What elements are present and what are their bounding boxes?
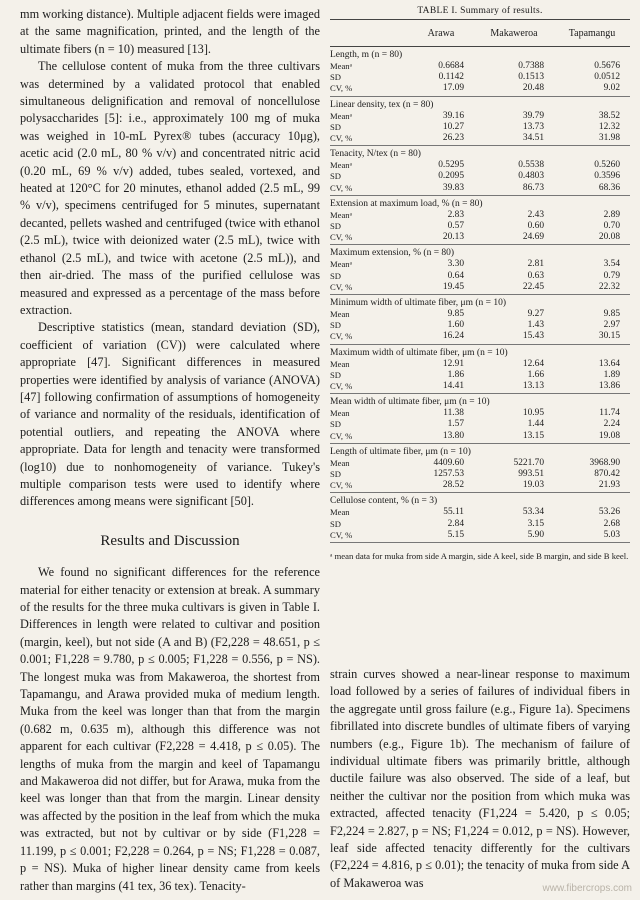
table-row (330, 259, 630, 270)
table-group (330, 245, 630, 295)
table-cell: 3968.90 (589, 457, 620, 468)
table-cell: 5.90 (527, 529, 544, 540)
table-cell: 870.42 (594, 469, 620, 480)
table-cell: 31.98 (598, 133, 620, 144)
table-row (330, 370, 630, 381)
table-row-label: SD (330, 171, 341, 182)
table-cell: 19.03 (522, 480, 544, 491)
table-row (330, 72, 630, 83)
table-header-arawa: Arawa (427, 27, 455, 39)
table-group (330, 394, 630, 444)
table-group (330, 493, 630, 543)
table-cell: 21.93 (598, 480, 620, 491)
table-cell: 11.74 (599, 408, 620, 419)
table-cell: 22.32 (598, 281, 620, 292)
table-cell: 0.57 (447, 221, 464, 232)
table-row (330, 183, 630, 194)
table-summary (330, 6, 630, 563)
table-cell: 2.68 (603, 518, 620, 529)
table-row-label: Meanᵃ (330, 209, 352, 220)
paragraph-strain-curves: strain curves showed a near-linear response to maximum load followed by a series of failures of individual fibers in the aggregate until gross failure (e.g., Figure 1a). Specimens fibrillated into discrete bundles of ultimate fibers of varying numbers (e.g., Figure 1b). The mechanism of failure of individual ultimate fibers was primarily brittle, although ductile failure was also observed. The side of a leaf, but neither the cultivar nor the position from which muka was extracted, affected tenacity (F1,224 = 5.420, p ≤ 0.05; F2,224 = 2.827, p = NS; F1,224 = 0.012, p = NS). However, leaf side affected tenacity differently for the cultivars (F2,224 = 4.816, p ≤ 0.01); the tenacity of muka from side A of Makaweroa was (330, 667, 630, 890)
table-group (330, 345, 630, 395)
table-cell: 0.7388 (518, 61, 544, 71)
table-row (330, 232, 630, 243)
table-cell: 30.15 (598, 331, 620, 342)
table-cell: 2.84 (447, 518, 464, 529)
table-row (330, 480, 630, 491)
table-cell: 19.08 (598, 430, 620, 441)
table-cell: 53.34 (522, 507, 544, 518)
table-group (330, 146, 630, 196)
table-cell: 0.5260 (594, 160, 620, 171)
table-cell: 0.5295 (438, 160, 464, 171)
table-cell: 0.1513 (518, 72, 544, 83)
table-cell: 993.51 (518, 469, 544, 480)
table-row (330, 61, 630, 72)
table-row (330, 408, 630, 419)
table-group-title: Maximum width of ultimate fiber, μm (n = 10) (330, 347, 508, 358)
table-cell: 0.3596 (594, 171, 620, 182)
table-row-label: CV, % (330, 133, 353, 144)
table-cell: 4409.60 (433, 457, 464, 468)
table-row-label: Mean (330, 507, 350, 518)
table-row (330, 519, 630, 530)
table-cell: 10.95 (522, 408, 544, 419)
table-row-label: CV, % (330, 480, 353, 491)
table-row (330, 359, 630, 370)
table-row-label: CV, % (330, 381, 353, 392)
table-cell: 0.6684 (438, 61, 464, 71)
table-cell: 12.64 (522, 358, 544, 369)
table-row-label: Meanᵃ (330, 160, 352, 171)
table-cell: 2.81 (527, 259, 544, 270)
table-cell: 2.24 (603, 419, 620, 430)
table-cell: 0.5676 (594, 61, 620, 71)
table-row (330, 507, 630, 518)
table-group-title: Linear density, tex (n = 80) (330, 99, 434, 110)
table-cell: 16.24 (442, 331, 464, 342)
table-cell: 1.43 (527, 320, 544, 331)
table-cell: 20.08 (598, 232, 620, 243)
table-row (330, 381, 630, 392)
table-row-label: CV, % (330, 430, 353, 441)
table-group-title: Extension at maximum load, % (n = 80) (330, 198, 483, 209)
table-cell: 2.97 (603, 320, 620, 331)
table-row-label: SD (330, 320, 341, 331)
table-cell: 17.09 (442, 83, 464, 94)
table-cell: 55.11 (443, 507, 464, 518)
table-group-title: Tenacity, N/tex (n = 80) (330, 149, 421, 160)
table-group-title: Minimum width of ultimate fiber, μm (n = 10) (330, 298, 507, 309)
table-cell: 0.60 (527, 221, 544, 232)
table-cell: 12.91 (442, 358, 464, 369)
table-row-label: SD (330, 469, 341, 480)
table-cell: 0.64 (447, 270, 464, 281)
table-group (330, 444, 630, 494)
table-cell: 20.13 (442, 232, 464, 243)
table-cell: 0.79 (603, 270, 620, 281)
table-row (330, 419, 630, 430)
table-row-label: CV, % (330, 182, 353, 193)
table-row-label: Meanᵃ (330, 110, 352, 121)
table-row (330, 122, 630, 133)
table-cell: 28.52 (442, 480, 464, 491)
table-cell: 39.79 (522, 110, 544, 121)
table-row-label: Mean (330, 358, 350, 369)
table-group-title: Mean width of ultimate fiber, μm (n = 10) (330, 397, 490, 408)
table-row-label: SD (330, 518, 341, 529)
table-cell: 13.86 (598, 381, 620, 392)
table-cell: 9.85 (447, 309, 464, 320)
table-cell: 9.02 (603, 83, 620, 94)
table-row-label: Meanᵃ (330, 61, 352, 71)
table-cell: 13.13 (522, 381, 544, 392)
table-footnote: ᵃ mean data for muka from side A margin, side A keel, side B margin, and side B keel. (330, 551, 629, 562)
table-cell: 26.23 (442, 133, 464, 144)
table-cell: 3.54 (603, 259, 620, 270)
table-row (330, 331, 630, 342)
table-group (330, 47, 630, 97)
table-group (330, 196, 630, 246)
table-cell: 3.15 (527, 518, 544, 529)
table-cell: 1.66 (527, 369, 544, 380)
table-cell: 12.32 (598, 121, 620, 132)
table-cell: 86.73 (522, 182, 544, 193)
table-row-label: CV, % (330, 331, 353, 342)
table-group (330, 97, 630, 147)
table-header-tapamangu: Tapamangu (568, 27, 616, 39)
table-body (330, 47, 630, 543)
table-cell: 13.15 (522, 430, 544, 441)
table-row (330, 431, 630, 442)
table-cell: 39.83 (442, 182, 464, 193)
table-row (330, 111, 630, 122)
table-cell: 38.52 (598, 110, 620, 121)
table-row (330, 160, 630, 171)
table-row-label: CV, % (330, 83, 353, 94)
table-row-label: CV, % (330, 529, 353, 540)
table-row-label: Mean (330, 457, 350, 468)
table-cell: 1.89 (603, 369, 620, 380)
table-row-label: SD (330, 121, 341, 132)
table-cell: 5221.70 (513, 457, 544, 468)
table-row (330, 271, 630, 282)
paragraph-statistics: Descriptive statistics (mean, standard deviation (SD), coefficient of variation (CV)) were calculated where appropriate [47]. Significant differences in measured properties were identified by analysis of variance (ANOVA) [47] following confirmation of assumptions of homogeneity of variance and normality of the residuals, identification of potential outliers, and repeating the ANOVA where appropriate. Data for length and tenacity were transformed (log10) due to nonhomogeneity of variance. Tukey's multiple comparison tests were used to identify where differences among means were significant [50]. (20, 320, 320, 509)
table-cell: 34.51 (522, 133, 544, 144)
table-group-title: Length, m (n = 80) (330, 50, 403, 60)
table-cell: 22.45 (522, 281, 544, 292)
table-cell: 2.83 (447, 209, 464, 220)
table-row-label: Mean (330, 408, 350, 419)
table-cell: 3.30 (447, 259, 464, 270)
table-group (330, 295, 630, 345)
table-cell: 0.4803 (518, 171, 544, 182)
paragraph-cellulose-protocol: The cellulose content of muka from the three cultivars was determined by a validated protocol that enabled simultaneous delignification and removal of noncellulose polysaccharides [5]: i.e., approximately 100 mg of muka was weighed in 10-mL Pyrex® tubes (accuracy 10μg), acetic acid (2.0 mL, 80 % v/v) and concentrated nitric acid (0.20 mL, 69 % v/v) added, tubes sealed, vortexed, and heated at 120°C for 20 minutes, ethanol added (2.5 mL, 99 % v/v), specimens centrifuged for 5 minutes, supernatant decanted, pellets washed and centrifuged (twice with ethanol (2.5 mL), twice with deionized water (2.5 mL), twice with ethanol (2.5 mL), and twice with acetone (2.5 mL)), and then air-dried. The mass of the purified cellulose was measured and expressed as a percentage of the mass before extraction. (20, 59, 320, 317)
table-cell: 68.36 (598, 182, 620, 193)
table-row-label: SD (330, 270, 341, 281)
table-cell: 0.0512 (594, 72, 620, 83)
table-row-label: CV, % (330, 281, 353, 292)
table-group-title: Length of ultimate fiber, μm (n = 10) (330, 446, 471, 457)
right-column-text (330, 666, 630, 892)
watermark: www.fibercrops.com (542, 883, 632, 894)
table-row-label: Meanᵃ (330, 259, 352, 270)
table-cell: 1.57 (447, 419, 464, 430)
paragraph-methods-end: mm working distance). Multiple adjacent fields were imaged at the same magnification, printed, and the length of the ultimate fibers (n = 10) measured [13]. (20, 7, 320, 56)
table-cell: 2.89 (603, 209, 620, 220)
table-cell: 13.80 (442, 430, 464, 441)
table-row (330, 83, 630, 94)
table-cell: 0.70 (603, 221, 620, 232)
table-row-label: SD (330, 419, 341, 430)
left-column (20, 6, 320, 895)
table-row (330, 320, 630, 331)
table-cell: 19.45 (442, 281, 464, 292)
table-caption: TABLE I. Summary of results. (417, 6, 543, 16)
table-row-label: SD (330, 72, 341, 83)
table-row (330, 309, 630, 320)
table-row-label: CV, % (330, 232, 353, 243)
section-heading: Results and Discussion (100, 532, 240, 549)
table-cell: 14.41 (442, 381, 464, 392)
table-group-title: Maximum extension, % (n = 80) (330, 248, 455, 259)
table-cell: 39.16 (442, 110, 464, 121)
table-header-makaweroa: Makaweroa (490, 27, 538, 39)
table-group-title: Cellulose content, % (n = 3) (330, 496, 438, 507)
table-cell: 0.5538 (518, 160, 544, 171)
paragraph-results: We found no significant differences for the reference material for either tenacity or extension at break. A summary of the results for the three muka cultivars is given in Table I. Differences in length were related to cultivar and position (margin, keel), but not side (A and B) (F2,228 = 48.651, p ≤ 0.001; F1,228 = 9.780, p ≤ 0.005; F1,228 = 0.556, p = NS). The longest muka was from Makaweroa, the shortest from Tapamangu, and Arawa provided muka of medium length. Muka from the keel was longer than that from the margin (0.682 m, 0.635 m), although this difference was not apparent for each cultivar (F2,228 = 4.418, p ≤ 0.05). The lengths of muka from the margin and keel of Tapamangu and Makaweroa did not differ, but for Arawa, muka from the keel was longer than that from the margin. Linear density was affected by the position in the leaf from which the muka was extracted, but not by cultivar or by side (F1,228 = 11.199, p ≤ 0.001; F2,228 = 0.264, p = NS; F1,228 = 0.087, p = NS). Muka of higher linear density came from keels rather than margins (41 tex, 36 tex). Tenacity- (20, 565, 320, 893)
table-cell: 15.43 (522, 331, 544, 342)
table-column-headers (330, 20, 630, 47)
table-cell: 5.03 (603, 529, 620, 540)
table-row (330, 221, 630, 232)
table-cell: 1.60 (447, 320, 464, 331)
table-row (330, 530, 630, 541)
table-row (330, 210, 630, 221)
table-row (330, 133, 630, 144)
table-cell: 1257.53 (433, 469, 464, 480)
table-cell: 0.63 (527, 270, 544, 281)
table-cell: 11.38 (443, 408, 464, 419)
table-cell: 9.85 (603, 309, 620, 320)
table-cell: 53.26 (598, 507, 620, 518)
table-row-label: SD (330, 221, 341, 232)
table-row-label: Mean (330, 309, 350, 320)
table-cell: 13.64 (598, 358, 620, 369)
table-cell: 13.73 (522, 121, 544, 132)
table-cell: 10.27 (442, 121, 464, 132)
table-cell: 1.86 (447, 369, 464, 380)
table-row (330, 469, 630, 480)
table-cell: 0.2095 (438, 171, 464, 182)
table-cell: 20.48 (522, 83, 544, 94)
table-cell: 9.27 (527, 309, 544, 320)
table-row (330, 282, 630, 293)
table-cell: 24.69 (522, 232, 544, 243)
table-row (330, 171, 630, 182)
table-row (330, 458, 630, 469)
table-cell: 0.1142 (438, 72, 464, 83)
table-cell: 1.44 (527, 419, 544, 430)
table-cell: 5.15 (447, 529, 464, 540)
table-row-label: SD (330, 369, 341, 380)
table-cell: 2.43 (527, 209, 544, 220)
